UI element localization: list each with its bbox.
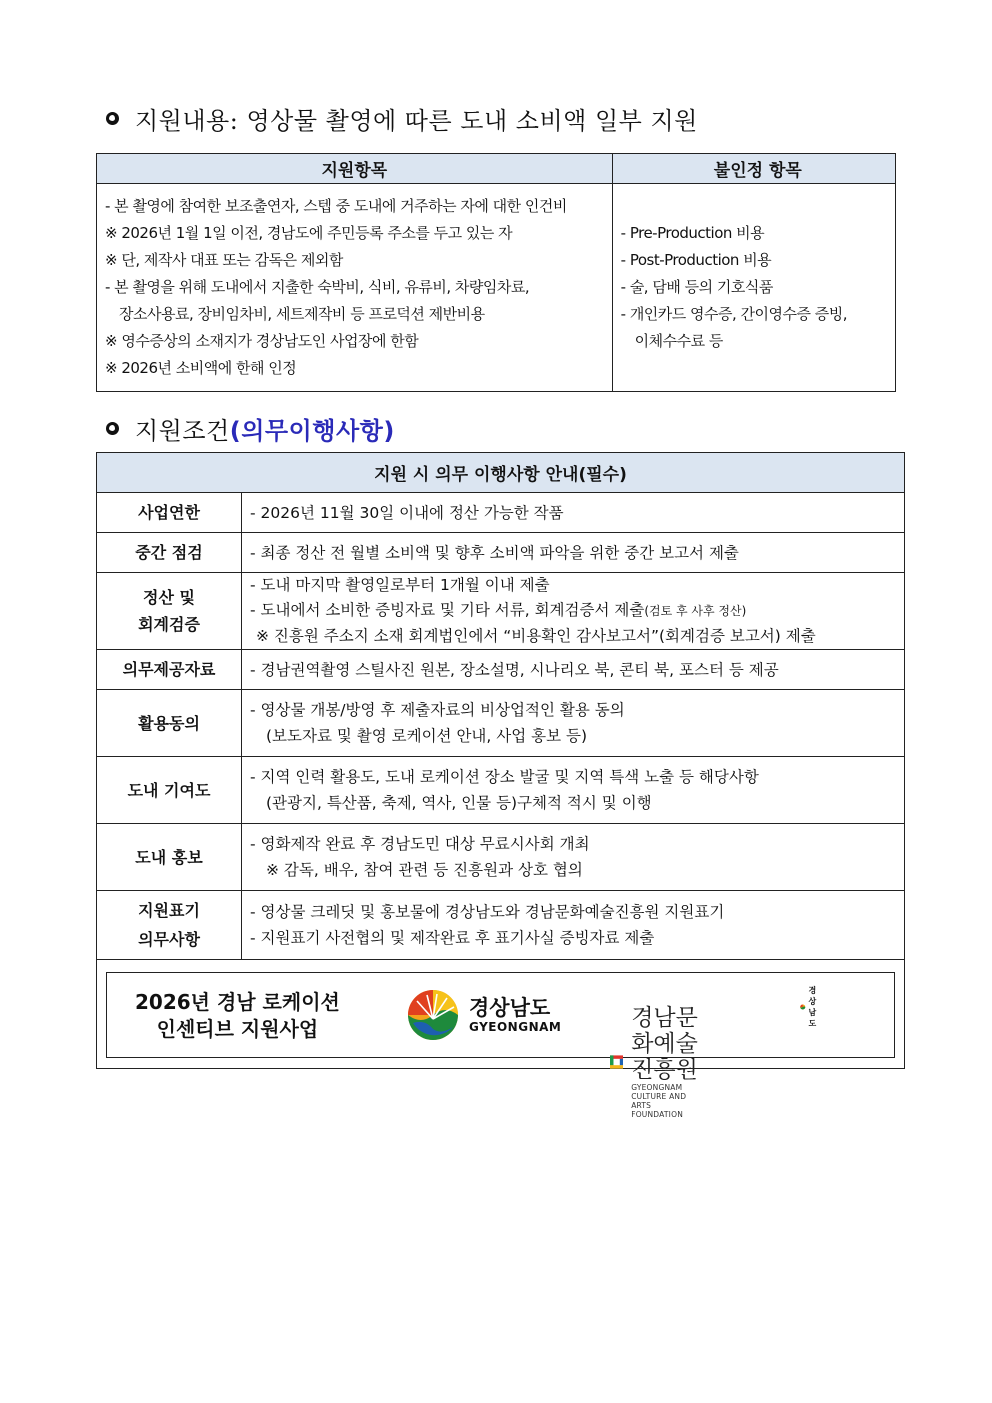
row-label: 사업연한 xyxy=(97,493,242,533)
row-label: 의무제공자료 xyxy=(97,650,242,690)
excluded-items-cell xyxy=(612,184,895,392)
row-label: 정산 및 회계검증 xyxy=(97,573,242,650)
row-value xyxy=(242,533,905,573)
banner-title-line1: 2026년 경남 로케이션 xyxy=(135,990,340,1014)
row-line: - 영화제작 완료 후 경남도민 대상 무료시사회 개최 xyxy=(250,835,590,853)
row-line: (보도자료 및 촬영 로케이션 안내, 사업 홍보 등) xyxy=(266,727,588,745)
table-row xyxy=(97,824,905,891)
table-row xyxy=(97,650,905,690)
row-line: ※ 감독, 배우, 참여 관련 등 진흥원과 상호 협의 xyxy=(266,861,583,879)
support-item: 장소사용료, 장비임차비, 세트제작비 등 프로덕션 제반비용 xyxy=(119,305,485,323)
row-label: 도내 기여도 xyxy=(97,757,242,824)
program-banner xyxy=(106,972,895,1119)
logo1-korean: 경상남도 xyxy=(469,996,551,1020)
support-item: ※ 2026년 1월 1일 이전, 경남도에 주민등록 주소를 두고 있는 자 xyxy=(105,224,513,242)
section1-title-text: 지원내용: 영상물 촬영에 따른 도내 소비액 일부 지원 xyxy=(135,107,698,135)
row-line: - 도내에서 소비한 증빙자료 및 기타 서류, 회계검증서 제출 xyxy=(250,601,645,619)
support-item: ※ 단, 제작사 대표 또는 감독은 제외함 xyxy=(105,251,343,269)
row-value xyxy=(242,891,905,960)
row-value xyxy=(242,824,905,891)
support-item: - 본 촬영에 참여한 보조출연자, 스텝 중 도내에 거주하는 자에 대한 인건비 xyxy=(105,197,567,215)
section2-title-accent: (의무이행사항) xyxy=(229,417,395,445)
row-label: 도내 홍보 xyxy=(97,824,242,891)
mini-emblem-icon xyxy=(800,1001,806,1013)
obligations-header: 지원 시 의무 이행사항 안내(필수) xyxy=(97,453,905,493)
support-item: ※ 2026년 소비액에 한해 인정 xyxy=(105,359,297,377)
gyeongnam-logo xyxy=(407,989,561,1041)
row-line: - 경남권역촬영 스틸사진 원본, 장소설명, 시나리오 북, 콘티 북, 포스터 등 제공 xyxy=(250,660,779,679)
support-items-table xyxy=(96,153,896,392)
row-label: 활용동의 xyxy=(97,690,242,757)
row-label: 지원표기 의무사항 xyxy=(97,891,242,960)
logo2-english: GYEONGNAM CULTURE AND ARTS FOUNDATION xyxy=(631,1083,687,1119)
mini-gyeongnam-logo xyxy=(800,985,823,1029)
obligations-table xyxy=(96,452,905,1119)
row-value xyxy=(242,690,905,757)
row-line-with-note xyxy=(250,598,896,624)
excluded-item: - Pre-Production 비용 xyxy=(620,224,765,242)
foundation-square-icon xyxy=(610,1045,623,1079)
row-line: - 지역 인력 활용도, 도내 로케이션 장소 발굴 및 지역 특색 노출 등 해당사항 xyxy=(250,768,759,786)
row-line: ※ 진흥원 주소지 소재 회계법인에서 “비용확인 감사보고서”(회계검증 보고서) 제출 xyxy=(256,627,816,645)
table-row xyxy=(97,891,905,960)
logo2-korean: 경남문화예술진흥원 xyxy=(631,1005,698,1083)
row-line: - 지원표기 사전협의 및 제작완료 후 표기사실 증빙자료 제출 xyxy=(250,929,655,947)
support-item: ※ 영수증상의 소재지가 경상남도인 사업장에 한함 xyxy=(105,332,419,350)
row-line: (관광지, 특산품, 축제, 역사, 인물 등)구체적 적시 및 이행 xyxy=(266,794,652,812)
excluded-item: - 술, 담배 등의 기호식품 xyxy=(620,278,773,296)
row-value xyxy=(242,573,905,650)
excluded-item: - 개인카드 영수증, 간이영수증 증빙, xyxy=(620,305,848,323)
row-line: - 영상물 크레딧 및 홍보물에 경상남도와 경남문화예술진흥원 지원표기 xyxy=(250,903,725,921)
logo2-mini-text: 경상남도 xyxy=(808,986,817,1028)
banner-title xyxy=(135,989,340,1043)
excluded-items-header: 불인정 항목 xyxy=(612,154,895,184)
section1-title xyxy=(106,101,698,136)
section2-title xyxy=(106,411,395,446)
excluded-item: - Post-Production 비용 xyxy=(620,251,772,269)
row-value xyxy=(242,650,905,690)
row-line: - 2026년 11월 30일 이내에 정산 가능한 작품 xyxy=(250,503,564,522)
row-value xyxy=(242,493,905,533)
circle-bullet-icon xyxy=(106,422,119,435)
support-items-header: 지원항목 xyxy=(97,154,613,184)
banner-cell xyxy=(97,960,905,1119)
circle-bullet-icon xyxy=(106,112,119,125)
table-row xyxy=(97,573,905,650)
section2-title-prefix: 지원조건 xyxy=(135,417,230,445)
row-label: 중간 점검 xyxy=(97,533,242,573)
row-line: - 최종 정산 전 월별 소비액 및 향후 소비액 파악을 위한 중간 보고서 제출 xyxy=(250,543,739,562)
logo1-english: GYEONGNAM xyxy=(469,1020,562,1034)
table-row xyxy=(97,757,905,824)
excluded-item: 이체수수료 등 xyxy=(634,332,723,350)
row-note: (검토 후 사후 정산) xyxy=(644,604,747,618)
row-line: - 도내 마지막 촬영일로부터 1개월 이내 제출 xyxy=(250,576,550,594)
row-line: - 영상물 개봉/방영 후 제출자료의 비상업적인 활용 동의 xyxy=(250,701,625,719)
gyeongnam-emblem-icon xyxy=(407,989,459,1041)
banner-title-line2: 인센티브 지원사업 xyxy=(156,1017,319,1041)
support-items-cell xyxy=(97,184,613,392)
table-row xyxy=(97,533,905,573)
table-row xyxy=(97,493,905,533)
support-item: - 본 촬영을 위해 도내에서 지출한 숙박비, 식비, 유류비, 차량임차료, xyxy=(105,278,530,296)
row-value xyxy=(242,757,905,824)
table-row xyxy=(97,690,905,757)
